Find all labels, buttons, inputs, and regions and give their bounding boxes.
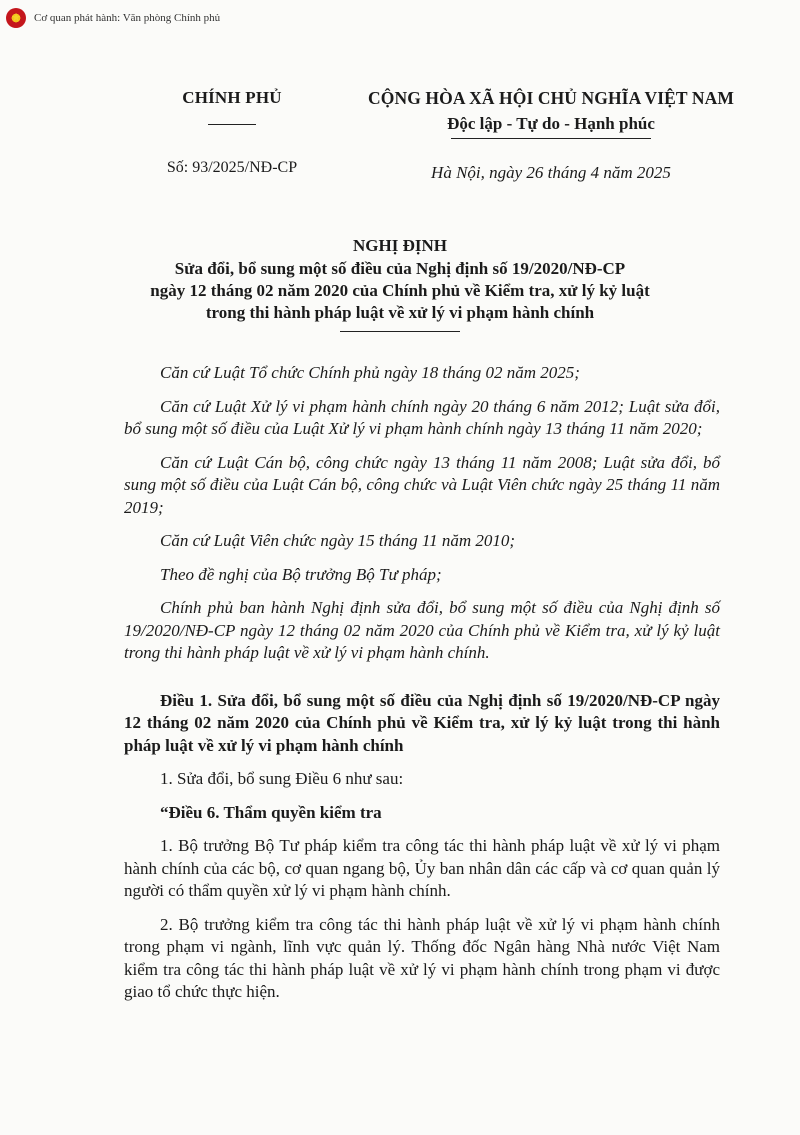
document-subject [0,258,800,324]
preamble-paragraph: Căn cứ Luật Tổ chức Chính phủ ngày 18 tháng 02 năm 2025; [160,363,580,382]
motto-underline [451,138,651,139]
national-motto: Độc lập - Tự do - Hạnh phúc [447,114,655,133]
preamble-paragraph: Chính phủ ban hành Nghị định sửa đổi, bổ sung một số điều của Nghị định số 19/2020/NĐ-CP ngày 12 tháng 02 năm 2020 của Chính phủ về Kiểm tra, xử lý kỷ luật trong thi hành pháp luật về xử lý vi phạm hành chính. [124,598,720,662]
subject-line: Sửa đổi, bổ sung một số điều của Nghị định số 19/2020/NĐ-CP [174,259,626,278]
issuer-bar [6,8,220,28]
preamble-paragraph: Theo đề nghị của Bộ trưởng Bộ Tư pháp; [160,564,442,584]
preamble-paragraph: Căn cứ Luật Viên chức ngày 15 tháng 11 năm 2010; [160,531,516,550]
subject-line: ngày 12 tháng 02 năm 2020 của Chính phủ về Kiểm tra, xử lý kỷ luật [150,281,650,300]
national-emblem-icon: ★ [6,8,26,28]
article-1-heading: Điều 1. Sửa đổi, bổ sung một số điều của Nghị định số 19/2020/NĐ-CP ngày 12 tháng 02 năm 2020 của Chính phủ về Kiểm tra, xử lý kỷ luật trong thi hành pháp luật về xử lý vi phạm hành chính [124,690,720,755]
preamble-paragraph: Căn cứ Luật Cán bộ, công chức ngày 13 tháng 11 năm 2008; Luật sửa đổi, bổ sung một số điều của Luật Cán bộ, công chức và Luật Viên chức ngày 25 tháng 11 năm 2019; [124,452,720,517]
preamble-paragraph: Căn cứ Luật Xử lý vi phạm hành chính ngày 20 tháng 6 năm 2012; Luật sửa đổi, bổ sung một số điều của Luật Xử lý vi phạm hành chính ngày 13 tháng 11 năm 2020; [124,396,720,438]
national-title-block [360,88,742,183]
clause-1-intro: 1. Sửa đổi, bổ sung Điều 6 như sau: [160,769,404,788]
subject-underline [340,331,460,332]
quoted-paragraph: 1. Bộ trưởng Bộ Tư pháp kiểm tra công tác thi hành pháp luật về xử lý vi phạm hành chính của các bộ, cơ quan ngang bộ, Ủy ban nhân dân các cấp và cơ quan quản lý người có thẩm quyền xử lý vi phạm hành chính. [124,836,720,900]
document-body [124,362,720,1004]
issuer-underline [208,124,256,125]
issuing-body-name: CHÍNH PHỦ [182,88,282,107]
national-title: CỘNG HÒA XÃ HỘI CHỦ NGHĨA VIỆT NAM [368,88,734,108]
document-type: NGHỊ ĐỊNH [353,236,447,255]
document-title-block [0,236,800,332]
quoted-paragraph: 2. Bộ trưởng kiểm tra công tác thi hành pháp luật về xử lý vi phạm hành chính trong phạm vi ngành, lĩnh vực quản lý. Thống đốc Ngân hàng Nhà nước Việt Nam kiểm tra công tác thi hành pháp luật về xử lý vi phạm hành chính trong phạm vi được giao tổ chức thực hiện. [124,914,720,1001]
issuing-body-block [132,88,332,177]
subject-line: trong thi hành pháp luật về xử lý vi phạm hành chính [205,303,595,322]
quoted-article-heading: “Điều 6. Thẩm quyền kiểm tra [160,802,382,822]
issuer-label: Cơ quan phát hành: Văn phòng Chính phủ [34,12,221,24]
document-number: Số: 93/2025/NĐ-CP [166,159,298,176]
place-and-date: Hà Nội, ngày 26 tháng 4 năm 2025 [431,163,671,182]
